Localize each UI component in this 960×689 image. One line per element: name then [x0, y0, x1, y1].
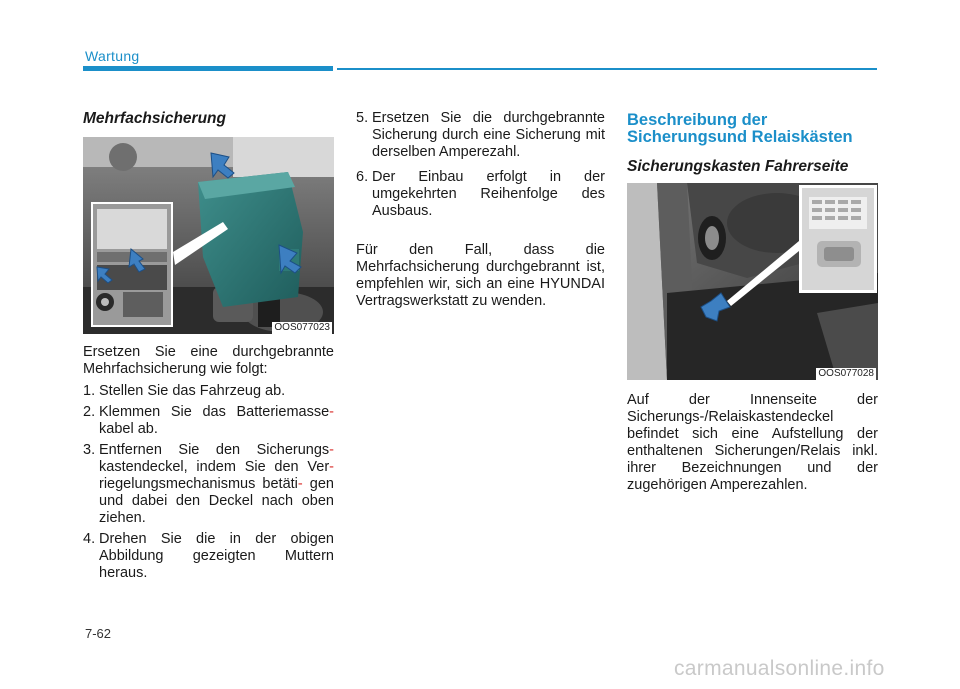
figure-driver-fusebox	[627, 183, 878, 380]
steps-list-1	[83, 383, 334, 582]
heading-multifuse: Mehrfachsicherung	[83, 110, 226, 127]
section-title: Wartung	[85, 48, 140, 64]
figure-code: OOS077028	[818, 368, 874, 379]
list-item: 2. Klemmen Sie das Batteriemasse- kabel ab.	[83, 404, 334, 437]
steps-list-2	[356, 110, 605, 220]
column-middle	[356, 110, 605, 310]
heading-fuse-relay-boxes: Beschreibung der Sicherungsund Relaiskästen	[627, 111, 853, 146]
intro-text: Ersetzen Sie eine durchgebrannte Mehrfachsicherung wie folgt:	[83, 344, 334, 377]
column-left	[83, 110, 334, 586]
page-number: 7-62	[85, 626, 112, 641]
list-item: 3. Entfernen Sie den Sicherungs- kastendeckel, indem Sie den Ver- riegelungsmechanismus betäti- gen und dabei den Deckel nach oben ziehen.	[83, 442, 334, 526]
heading-driver-fusebox: Sicherungskasten Fahrerseite	[627, 158, 849, 175]
header-bar-thick	[83, 66, 333, 71]
engine-bay-illustration	[83, 137, 334, 334]
figure-engine-fusebox	[83, 137, 334, 334]
column-right	[627, 112, 878, 494]
list-item: 5. Ersetzen Sie die durchgebrannte Sicherung durch eine Sicherung mit derselben Amperezahl.	[356, 110, 605, 160]
list-item: 4. Drehen Sie die in der obigen Abbildung gezeigten Muttern heraus.	[83, 531, 334, 581]
watermark: carmanualsonline.info	[674, 657, 885, 680]
list-item: 6. Der Einbau erfolgt in der umgekehrten Reihenfolge des Ausbaus.	[356, 169, 605, 219]
figure-code: OOS077023	[274, 322, 330, 333]
note-text: Für den Fall, dass die Mehrfachsicherung durchgebrannt ist, empfehlen wir, sich an eine HYUNDAI Vertragswerkstatt zu wenden.	[356, 242, 605, 309]
interior-illustration	[627, 183, 878, 380]
header-bar-thin	[337, 68, 877, 70]
fusebox-description: Auf der Innenseite der Sicherungs-/Relaiskastendeckel befindet sich eine Aufstellung der enthaltenen Sicherungen/Relais inkl. ihrer Bezeichnungen und der zugehörigen Amperezahlen.	[627, 392, 878, 493]
list-item: 1. Stellen Sie das Fahrzeug ab.	[83, 383, 286, 399]
